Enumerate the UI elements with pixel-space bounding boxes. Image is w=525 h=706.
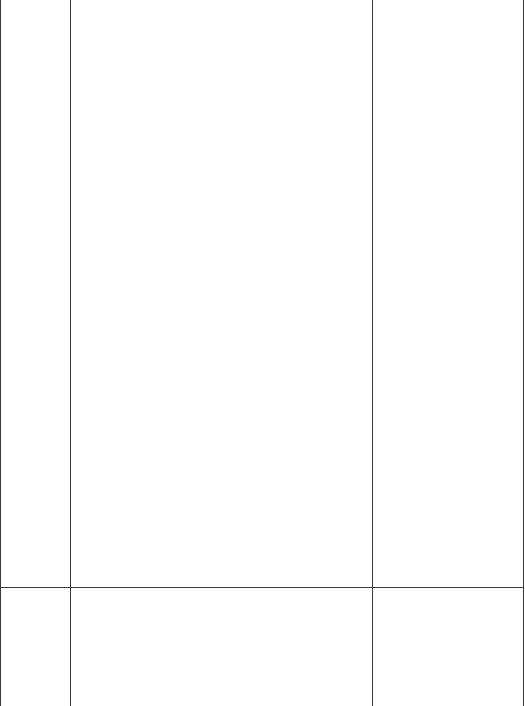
stage-notes-cell: [379, 591, 523, 706]
stage-description-cell: [76, 591, 370, 706]
activity-description-cell: [76, 1, 370, 587]
table-border-col2: [372, 0, 373, 706]
table-border-left: [0, 0, 1, 706]
row-divider: [0, 587, 524, 588]
table-border-col1: [70, 0, 71, 706]
stage-name-cell: [5, 591, 69, 706]
table-border-right: [523, 0, 524, 706]
